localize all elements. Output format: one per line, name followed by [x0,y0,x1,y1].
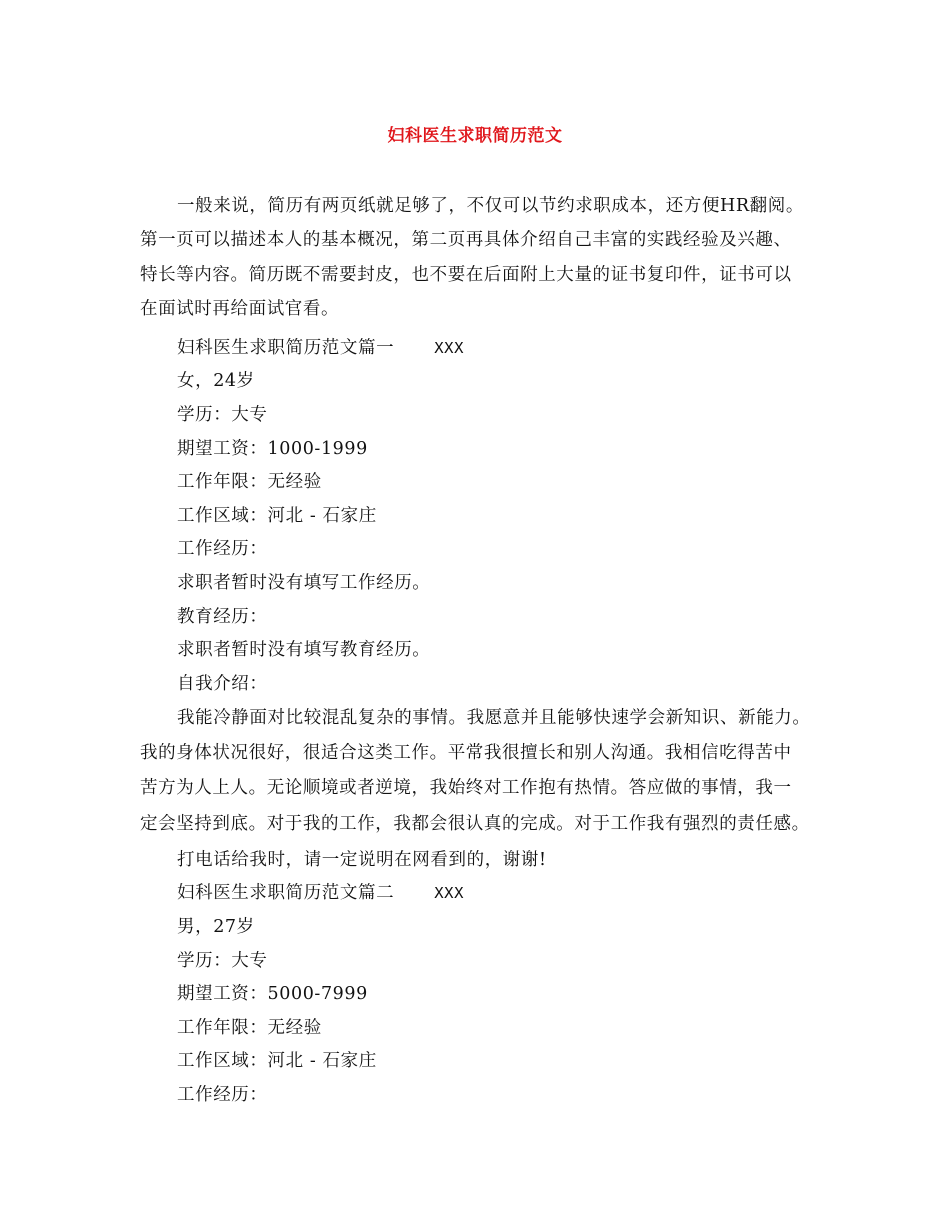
resume1-edu-label: 教育经历： [177,607,268,627]
resume1-name: XXX [434,339,464,357]
resume1-self-line-2: 我的身体状况很好，很适合这类工作。平常我很擅长和别人沟通。我相信吃得苦中 [140,743,792,763]
resume1-region: 工作区域：河北 - 石家庄 [177,506,377,526]
resume2-name: XXX [434,884,464,902]
document-title: 妇科医生求职简历范文 [387,126,563,146]
resume1-self-line-4: 定会坚持到底。对于我的工作，我都会很认真的完成。对于工作我有强烈的责任感。 [140,814,810,834]
intro-line-3: 特长等内容。简历既不需要封皮，也不要在后面附上大量的证书复印件，证书可以 [140,265,792,285]
intro-line-4: 在面试时再给面试官看。 [140,299,340,319]
resume1-heading: 妇科医生求职简历范文篇一 [177,338,395,358]
resume1-salary: 期望工资：1000-1999 [177,439,368,459]
resume2-region: 工作区域：河北 - 石家庄 [177,1051,377,1071]
resume2-education: 学历：大专 [177,951,268,971]
resume1-work-label: 工作经历： [177,539,268,559]
resume2-salary: 期望工资：5000-7999 [177,984,368,1004]
resume1-years: 工作年限：无经验 [177,472,322,492]
resume1-self-line-1: 我能冷静面对比较混乱复杂的事情。我愿意并且能够快速学会新知识、新能力。 [177,708,811,728]
resume2-heading-row [177,881,877,905]
resume2-work-label: 工作经历： [177,1085,268,1105]
resume2-gender-age: 男，27岁 [177,917,255,937]
resume1-gender-age: 女，24岁 [177,371,255,391]
resume1-closing: 打电话给我时，请一定说明在网看到的，谢谢! [177,850,547,870]
resume1-heading-row [177,336,877,360]
resume2-heading: 妇科医生求职简历范文篇二 [177,883,395,903]
resume1-self-label: 自我介绍： [177,674,268,694]
intro-line-2: 第一页可以描述本人的基本概况，第二页再具体介绍自己丰富的实践经验及兴趣、 [140,230,792,250]
resume1-education: 学历：大专 [177,405,268,425]
intro-line-1: 一般来说，简历有两页纸就足够了，不仅可以节约求职成本，还方便HR翻阅。 [177,196,804,216]
resume1-work-text: 求职者暂时没有填写工作经历。 [177,573,431,593]
resume1-edu-text: 求职者暂时没有填写教育经历。 [177,640,431,660]
resume2-years: 工作年限：无经验 [177,1018,322,1038]
resume1-self-line-3: 苦方为人上人。无论顺境或者逆境，我始终对工作抱有热情。答应做的事情，我一 [140,778,792,798]
